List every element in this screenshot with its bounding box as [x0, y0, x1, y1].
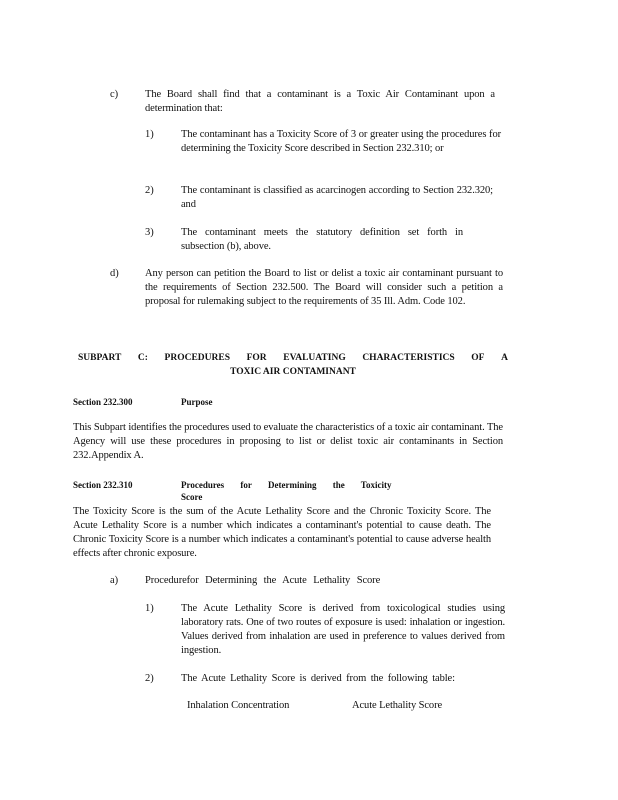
item-c-1-label: 1) — [145, 129, 154, 140]
section-310-title: Procedures for Determining the Toxicity Score — [181, 480, 392, 502]
subpart-word: FOR — [246, 353, 267, 363]
item-d-text: Any person can petition the Board to list or delist a toxic air contaminant pursuant to the requirements of Section 232.500. The Board will consider such a petition a proposal for rulemaking subject to the requirements of 35 Ill. Adm. Code 102. — [145, 268, 503, 307]
item-a-1-text: The Acute Lethality Score is derived from toxicological studies using laboratory rats. One of two routes of exposure is used: inhalation or ingestion. Values derived from inhalation are used in preference to values derived from ingestion. — [181, 603, 505, 656]
subpart-word: CHARACTERISTICS — [362, 353, 455, 363]
item-c-1-text: The contaminant has a Toxicity Score of 3 or greater using the procedures for determining the Toxicity Score described in Section 232.310; or — [181, 129, 501, 154]
item-c-text: The Board shall find that a contaminant is a Toxic Air Contaminant upon a determination that: — [145, 89, 495, 114]
section-300-number: Section 232.300 — [73, 397, 133, 407]
subpart-heading-line2: TOXIC AIR CONTAMINANT — [230, 367, 356, 377]
subpart-word: OF — [471, 353, 485, 363]
item-c-3-label: 3) — [145, 227, 154, 238]
section-300-title: Purpose — [181, 397, 213, 407]
subpart-word: A — [501, 353, 508, 363]
subpart-word: EVALUATING — [283, 353, 346, 363]
item-c-3-text: The contaminant meets the statutory definition set forth in subsection (b), above. — [181, 227, 463, 252]
item-a-1-label: 1) — [145, 603, 154, 614]
item-c-2-text: The contaminant is classified as acarcinogen according to Section 232.320; and — [181, 185, 493, 210]
subpart-word: SUBPART — [78, 353, 122, 363]
section-310-text: The Toxicity Score is the sum of the Acute Lethality Score and the Chronic Toxicity Score. The Acute Lethality Score is a number which indicates a contaminant's potential to cause death. The Chronic Toxicity Score is a number which indicates a contaminant's potential to cause adverse health effects after chronic exposure. — [73, 506, 491, 559]
subpart-word: PROCEDURES — [164, 353, 230, 363]
item-c-2-label: 2) — [145, 185, 154, 196]
subpart-word: C: — [137, 353, 148, 363]
subpart-heading — [78, 352, 508, 379]
section-310-number: Section 232.310 — [73, 480, 133, 490]
section-300-text: This Subpart identifies the procedures used to evaluate the characteristics of a toxic air contaminant. The Agency will use these procedures in proposing to list or delist toxic air contaminants in Section 232.Appendix A. — [73, 422, 503, 461]
item-a-text: Procedurefor Determining the Acute Lethality Score — [145, 575, 381, 586]
item-a-2-text: The Acute Lethality Score is derived from the following table: — [181, 673, 455, 684]
item-a-label: a) — [110, 575, 119, 586]
item-c-label: c) — [110, 89, 119, 100]
table-header-score: Acute Lethality Score — [352, 700, 443, 711]
item-d-label: d) — [110, 268, 119, 279]
table-header-inhalation: Inhalation Concentration — [187, 700, 290, 711]
item-a-2-label: 2) — [145, 673, 154, 684]
